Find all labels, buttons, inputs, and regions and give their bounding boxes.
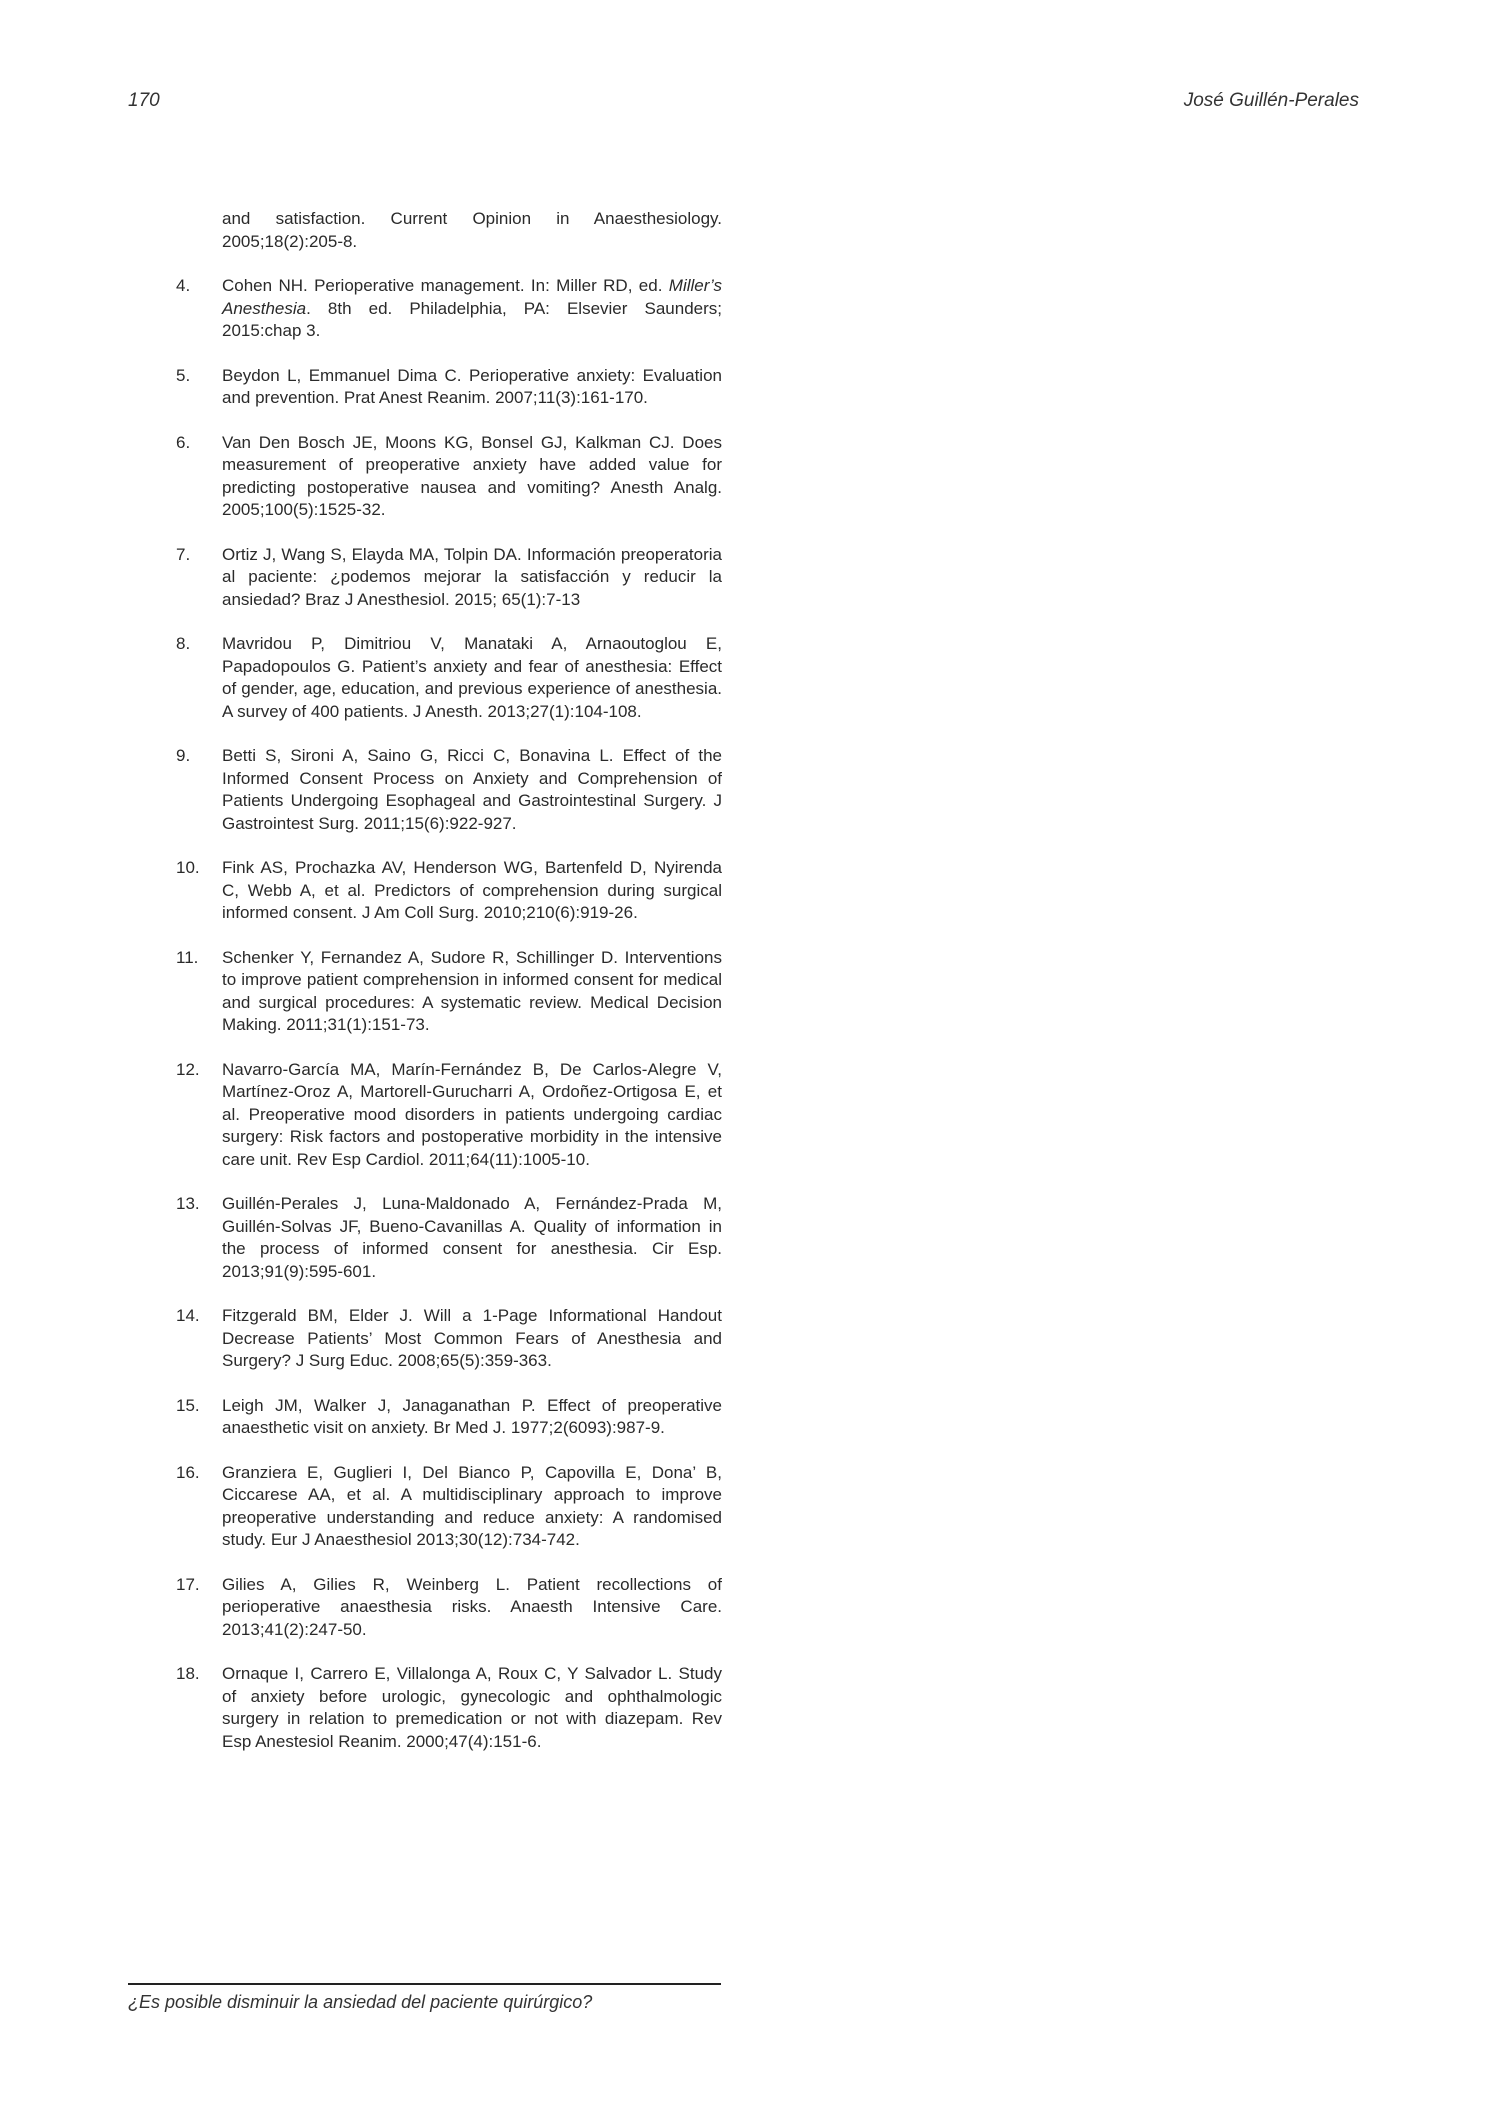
running-head-author: José Guillén-Perales xyxy=(1183,90,1359,111)
reference-item xyxy=(176,432,722,522)
reference-number: 10. xyxy=(176,858,200,877)
reference-number: 18. xyxy=(176,1664,200,1683)
footer-book-title: ¿Es posible disminuir la ansiedad del paciente quirúrgico? xyxy=(128,1992,593,2012)
reference-list xyxy=(176,208,722,1775)
reference-text: Gilies A, Gilies R, Weinberg L. Patient recollections of perioperative anaesthesia risks. Anaesth Intensive Care. 2013;41(2):247-50. xyxy=(222,1574,722,1639)
reference-item xyxy=(176,365,722,410)
reference-number: 17. xyxy=(176,1574,200,1594)
reference-item xyxy=(176,1305,722,1373)
footer-divider xyxy=(128,1983,721,1985)
reference-text: Schenker Y, Fernandez A, Sudore R, Schillinger D. Interventions to improve patient comprehension in informed consent for medical and surgical procedures: A systematic review. Medical Decision Making. 2011;31(1):151-73. xyxy=(222,947,722,1034)
reference-text: Fink AS, Prochazka AV, Henderson WG, Bartenfeld D, Nyirenda C, Webb A, et al. Predictors of comprehension during surgical informed consent. J Am Coll Surg. 2010;210(6):919-26. xyxy=(222,858,722,922)
reference-item xyxy=(176,1462,722,1552)
reference-number: 15. xyxy=(176,1395,200,1415)
reference-item xyxy=(176,745,722,835)
reference-item xyxy=(176,1193,722,1283)
reference-number: 7. xyxy=(176,544,191,564)
reference-text: Navarro-García MA, Marín-Fernández B, De Carlos-Alegre V, Martínez-Oroz A, Martorell-Gurucharri A, Ordoñez-Ortigosa E, et al. Preoperative mood disorders in patients undergoing cardiac surgery: Risk factors and postoperative morbidity in the intensive care unit. Rev Esp Cardiol. 2011;64(11):1005-10. xyxy=(222,1059,722,1169)
reference-number: 8. xyxy=(176,634,191,653)
reference-number: 9. xyxy=(176,746,191,765)
reference-item xyxy=(176,1059,722,1172)
reference-text: Granziera E, Guglieri I, Del Bianco P, Capovilla E, Dona’ B, Ciccarese AA, et al. A multidisciplinary approach to improve preoperative understanding and reduce anxiety: A randomised study. Eur J Anaesthesiol 2013;30(12):734-742. xyxy=(222,1462,722,1549)
reference-book-title: Miller’s Anesthesia xyxy=(222,276,722,318)
reference-item xyxy=(176,1574,722,1642)
reference-continuation: and satisfaction. Current Opinion in Anaesthesiology. 2005;18(2):205-8. xyxy=(222,209,722,251)
reference-text: Beydon L, Emmanuel Dima C. Perioperative anxiety: Evaluation and prevention. Prat Anest Reanim. 2007;11(3):161-170. xyxy=(222,365,722,407)
reference-item xyxy=(176,544,722,612)
reference-text: Ornaque I, Carrero E, Villalonga A, Roux C, Y Salvador L. Study of anxiety before urologic, gynecologic and ophthalmologic surgery in relation to premedication or not with diazepam. Rev Esp Anestesiol Reanim. 2000;47(4):151-6. xyxy=(222,1664,722,1751)
reference-text: Leigh JM, Walker J, Janaganathan P. Effect of preoperative anaesthetic visit on anxiety. Br Med J. 1977;2(6093):987-9. xyxy=(222,1395,722,1437)
reference-number: 4. xyxy=(176,276,191,295)
reference-item xyxy=(176,1663,722,1753)
reference-number: 6. xyxy=(176,432,191,452)
reference-number: 16. xyxy=(176,1462,200,1482)
reference-text: Guillén-Perales J, Luna-Maldonado A, Fernández-Prada M, Guillén-Solvas JF, Bueno-Cavanillas A. Quality of information in the process of informed consent for anesthesia. Cir Esp. 2013;91(9):595-601. xyxy=(222,1194,722,1281)
reference-text: Ortiz J, Wang S, Elayda MA, Tolpin DA. Información preoperatoria al paciente: ¿podemos mejorar la satisfacción y reducir la ansiedad? Braz J Anesthesiol. 2015; 65(1):7-13 xyxy=(222,544,722,609)
reference-item xyxy=(176,633,722,723)
reference-item xyxy=(176,947,722,1037)
reference-number: 11. xyxy=(176,947,199,967)
reference-item xyxy=(176,1395,722,1440)
reference-text xyxy=(222,275,722,343)
reference-item xyxy=(176,857,722,925)
reference-number: 14. xyxy=(176,1306,200,1325)
reference-text-part: Cohen NH. Perioperative management. In: Miller RD, ed. xyxy=(222,276,669,295)
reference-text-part: . 8th ed. Philadelphia, PA: Elsevier Saunders; 2015:chap 3. xyxy=(222,298,722,340)
reference-number: 12. xyxy=(176,1059,200,1079)
reference-text: Van Den Bosch JE, Moons KG, Bonsel GJ, Kalkman CJ. Does measurement of preoperative anxiety have added value for predicting postoperative nausea and vomiting? Anesth Analg. 2005;100(5):1525-32. xyxy=(222,432,722,519)
reference-number: 13. xyxy=(176,1194,200,1213)
reference-text: Betti S, Sironi A, Saino G, Ricci C, Bonavina L. Effect of the Informed Consent Process on Anxiety and Comprehension of Patients Undergoing Esophageal and Gastrointestinal Surgery. J Gastrointest Surg. 2011;15(6):922-927. xyxy=(222,746,722,833)
page-number: 170 xyxy=(128,90,160,111)
reference-item xyxy=(176,275,722,343)
reference-text: Mavridou P, Dimitriou V, Manataki A, Arnaoutoglou E, Papadopoulos G. Patient’s anxiety and fear of anesthesia: Effect of gender, age, education, and previous experience of anesthesia. A survey of 400 patients. J Anesth. 2013;27(1):104-108. xyxy=(222,634,722,721)
reference-text: Fitzgerald BM, Elder J. Will a 1-Page Informational Handout Decrease Patients’ Most Common Fears of Anesthesia and Surgery? J Surg Educ. 2008;65(5):359-363. xyxy=(222,1306,722,1370)
reference-number: 5. xyxy=(176,365,191,385)
